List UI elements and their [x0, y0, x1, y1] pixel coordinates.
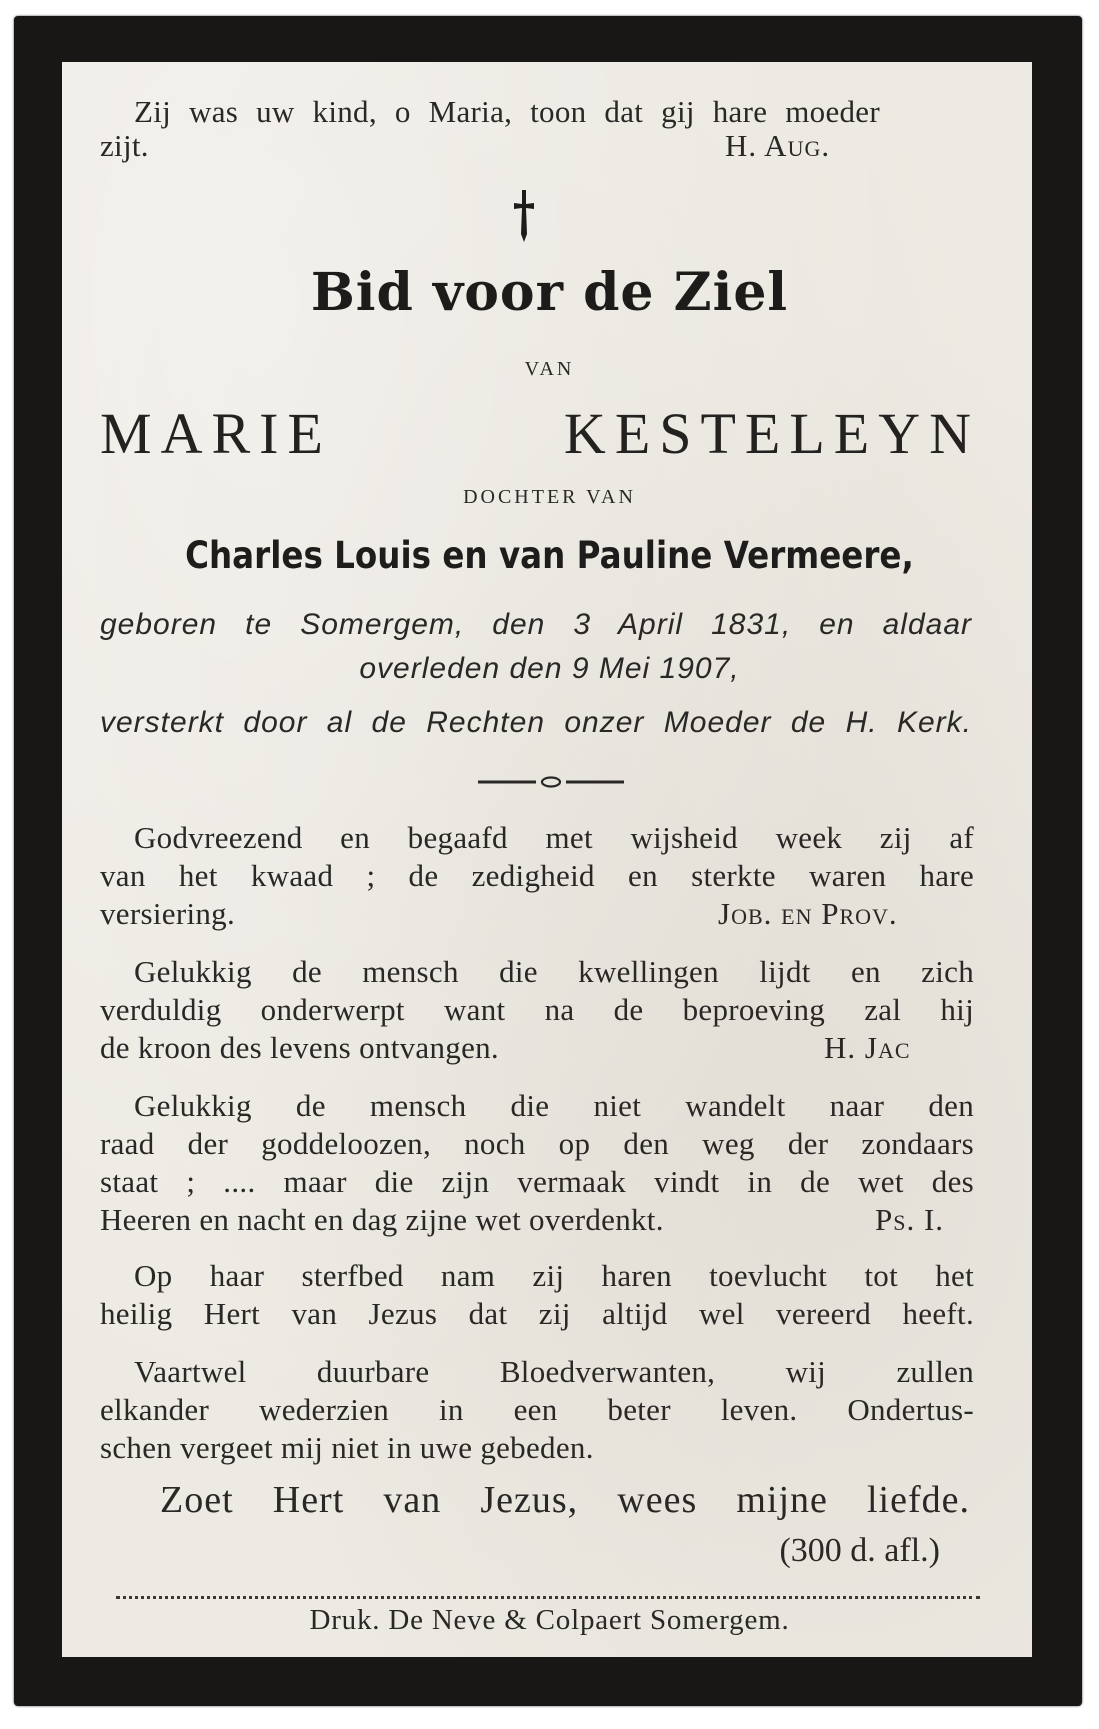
paragraph-4-line-1: Op haar sterfbed nam zij haren toevlucht tot het [134, 1258, 974, 1293]
dotted-divider [116, 1596, 980, 1599]
heading: Bid voor de Ziel [310, 262, 789, 323]
paragraph-4-line-2: heilig Hert van Jezus dat zij altijd wel vereerd heeft. [100, 1296, 974, 1331]
epigraph-source: H. Aug. [725, 128, 831, 163]
epigraph-line-1: Zij was uw kind, o Maria, toon dat gij hare moeder [134, 94, 880, 129]
paragraph-3-line-2: raad der goddeloozen, noch op den weg der zondaars [100, 1126, 974, 1161]
paragraph-3-source: Ps. I. [875, 1202, 945, 1237]
closing-prayer: Zoet Hert van Jezus, wees mijne liefde. [160, 1479, 970, 1521]
paragraph-1-last-row [100, 896, 960, 932]
printer-credit: Druk. De Neve & Colpaert Somergem. [309, 1604, 790, 1636]
paragraph-3-last: Heeren en nacht en dag zijne wet overdenkt. [100, 1202, 664, 1237]
paragraph-3-line-1: Gelukkig de mensch die niet wandelt naar den [134, 1088, 974, 1123]
paragraph-3-last-row [100, 1202, 960, 1238]
paragraph-2-line-1: Gelukkig de mensch die kwellingen lijdt en zich [134, 954, 974, 989]
parents-names: Charles Louis en van Pauline Vermeere, [185, 534, 914, 577]
dochter-van-label: DOCHTER VAN [463, 486, 636, 508]
epigraph-line-2: zijt. [100, 128, 149, 163]
deceased-name: MARIE KESTELEYN [100, 401, 980, 466]
indulgence-note: (300 d. afl.) [779, 1532, 940, 1569]
birth-line-1: geboren te Somergem, den 3 April 1831, en aldaar [100, 608, 972, 641]
paragraph-5-line-2: elkander wederzien in een beter leven. Ondertus- [100, 1392, 974, 1427]
epigraph-line-2-row [100, 128, 960, 164]
birth-line-3: versterkt door al de Rechten onzer Moeder de H. Kerk. [100, 706, 972, 739]
paragraph-2-last-row [100, 1030, 960, 1066]
cross-icon [512, 188, 536, 244]
birth-line-2: overleden den 9 Mei 1907, [359, 652, 740, 685]
paragraph-1-source: Job. en Prov. [718, 896, 898, 931]
paragraph-1-last: versiering. [100, 896, 236, 931]
paragraph-1-line-1: Godvreezend en begaafd met wijsheid week zij af [134, 820, 974, 855]
paragraph-5-line-3: schen vergeet mij niet in uwe gebeden. [100, 1430, 594, 1465]
ornament-divider [478, 774, 624, 790]
paragraph-3-line-3: staat ; .... maar die zijn vermaak vindt in de wet des [100, 1164, 974, 1199]
paragraph-2-source: H. Jac [824, 1030, 911, 1065]
paragraph-2-last: de kroon des levens ontvangen. [100, 1030, 499, 1065]
van-label: VAN [524, 358, 575, 380]
paragraph-1-line-2: van het kwaad ; de zedigheid en sterkte waren hare [100, 858, 974, 893]
paragraph-5-line-1: Vaartwel duurbare Bloedverwanten, wij zullen [134, 1354, 974, 1389]
paragraph-2-line-2: verduldig onderwerpt want na de beproeving zal hij [100, 992, 974, 1027]
